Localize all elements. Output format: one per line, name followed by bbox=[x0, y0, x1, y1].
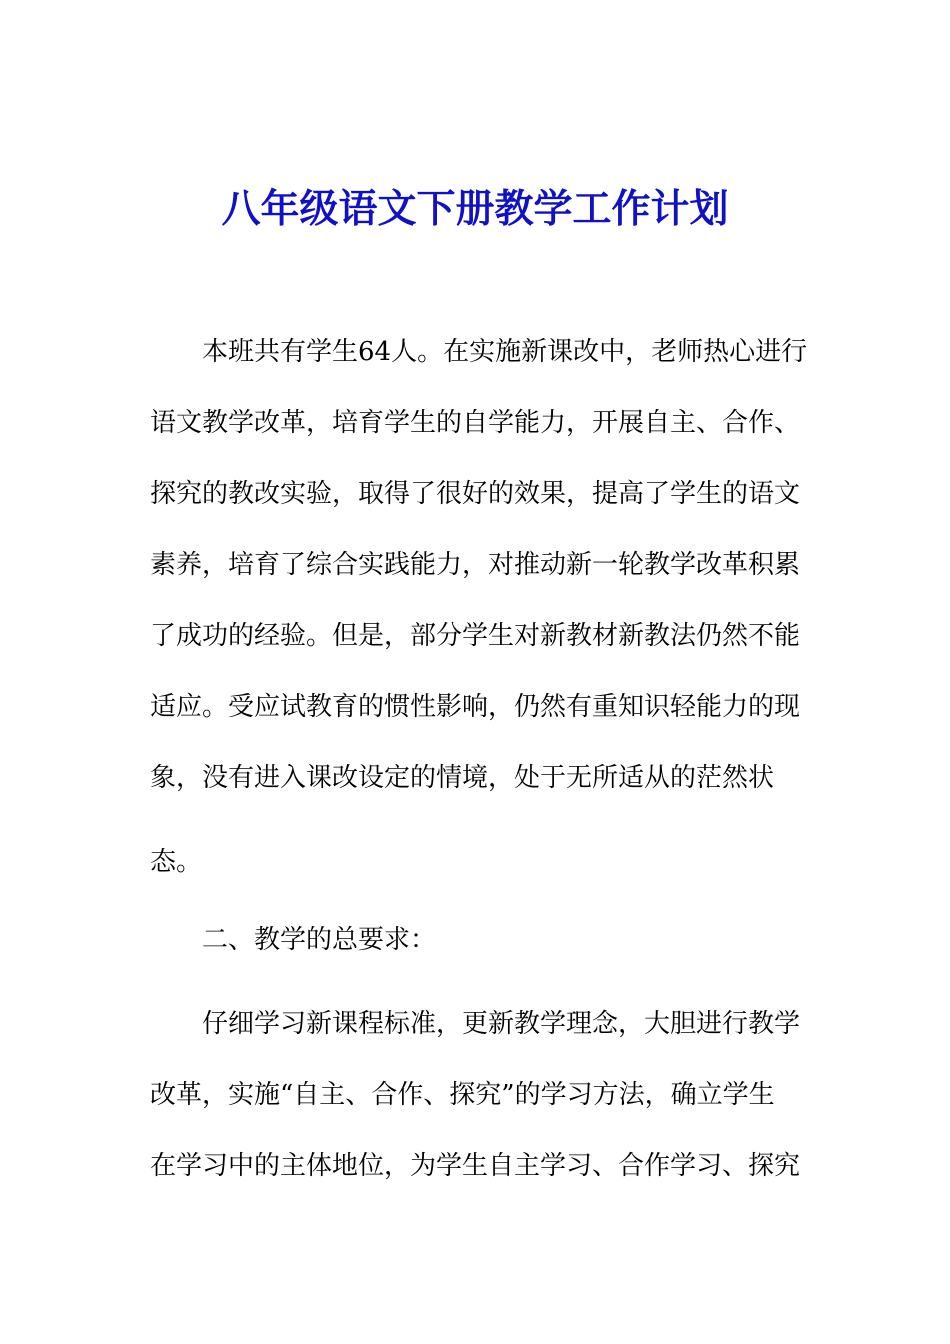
paragraph-line: 改革，实施“自主、合作、探究”的学习方法，确立学生 bbox=[150, 1080, 775, 1110]
paragraph-line: 素养，培育了综合实践能力，对推动新一轮教学改革积累 bbox=[150, 550, 801, 580]
paragraph-line: 态。 bbox=[150, 847, 203, 877]
paragraph-line: 探究的教改实验，取得了很好的效果，提高了学生的语文 bbox=[150, 479, 801, 509]
section-heading: 二、教学的总要求： bbox=[202, 925, 437, 955]
paragraph-line: 在学习中的主体地位，为学生自主学习、合作学习、探究 bbox=[150, 1151, 801, 1181]
document-title: 八年级语文下册教学工作计划 bbox=[221, 186, 729, 232]
paragraph-line: 仔细学习新课程标准，更新教学理念，大胆进行教学 bbox=[202, 1009, 801, 1039]
paragraph-line: 象，没有进入课改设定的情境，处于无所适从的茫然状 bbox=[150, 763, 775, 793]
paragraph-line: 语文教学改革，培育学生的自学能力，开展自主、合作、 bbox=[150, 408, 801, 438]
paragraph-line: 适应。受应试教育的惯性影响，仍然有重知识轻能力的现 bbox=[150, 692, 801, 722]
paragraph-line: 本班共有学生64人。在实施新课改中，老师热心进行 bbox=[202, 337, 808, 367]
paragraph-line: 了成功的经验。但是，部分学生对新教材新教法仍然不能 bbox=[150, 621, 801, 651]
